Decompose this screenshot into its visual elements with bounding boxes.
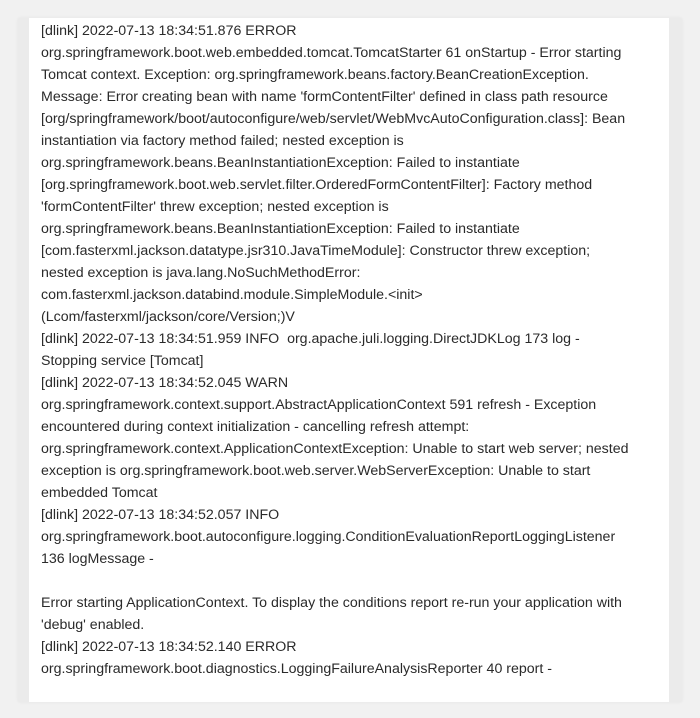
log-line: Error starting ApplicationContext. To display the conditions report re-run your application with — [41, 595, 622, 611]
log-line: Message: Error creating bean with name 'formContentFilter' defined in class path resource — [41, 89, 608, 105]
log-line: org.springframework.beans.BeanInstantiationException: Failed to instantiate — [41, 155, 520, 171]
log-line: org.springframework.context.support.AbstractApplicationContext 591 refresh - Exception — [41, 397, 597, 413]
log-line-blank — [41, 570, 669, 592]
log-line: 'formContentFilter' threw exception; nested exception is — [41, 199, 389, 215]
log-line: [dlink] 2022-07-13 18:34:52.057 INFO — [41, 507, 280, 523]
log-line: [dlink] 2022-07-13 18:34:51.876 ERROR — [41, 23, 297, 39]
log-line: Tomcat context. Exception: org.springframework.beans.factory.BeanCreationException. — [41, 67, 589, 83]
log-line: 136 logMessage - — [41, 551, 154, 567]
log-line: org.springframework.boot.diagnostics.LoggingFailureAnalysisReporter 40 report - — [41, 661, 553, 677]
log-line: Stopping service [Tomcat] — [41, 353, 204, 369]
log-line: org.springframework.beans.BeanInstantiationException: Failed to instantiate — [41, 221, 520, 237]
log-line: org.springframework.boot.web.embedded.tomcat.TomcatStarter 61 onStartup - Error starting — [41, 45, 622, 61]
log-line: [org.springframework.boot.web.servlet.filter.OrderedFormContentFilter]: Factory method — [41, 177, 593, 193]
log-line: org.springframework.boot.autoconfigure.logging.ConditionEvaluationReportLoggingListener — [41, 529, 616, 545]
log-line: encountered during context initialization - cancelling refresh attempt: — [41, 419, 470, 435]
log-line: exception is org.springframework.boot.web.server.WebServerException: Unable to start — [41, 463, 591, 479]
log-line: [com.fasterxml.jackson.datatype.jsr310.JavaTimeModule]: Constructor threw exception; — [41, 243, 591, 259]
log-line: [org/springframework/boot/autoconfigure/web/servlet/WebMvcAutoConfiguration.class]: Bean — [41, 111, 626, 127]
log-line: 'debug' enabled. — [41, 617, 145, 633]
log-line: (Lcom/fasterxml/jackson/core/Version;)V — [41, 309, 295, 325]
log-line: nested exception is java.lang.NoSuchMethodError: — [41, 265, 361, 281]
log-line: [dlink] 2022-07-13 18:34:52.045 WARN — [41, 375, 289, 391]
log-line: com.fasterxml.jackson.databind.module.SimpleModule.<init> — [41, 287, 423, 303]
log-line: [dlink] 2022-07-13 18:34:51.959 INFO org.apache.juli.logging.DirectJDKLog 173 log - — [41, 331, 580, 347]
log-output-panel — [29, 18, 669, 702]
log-line: instantiation via factory method failed; nested exception is — [41, 133, 404, 149]
log-line: embedded Tomcat — [41, 485, 158, 501]
log-line: org.springframework.context.ApplicationContextException: Unable to start web server; nested — [41, 441, 629, 457]
log-line: [dlink] 2022-07-13 18:34:52.140 ERROR — [41, 639, 297, 655]
